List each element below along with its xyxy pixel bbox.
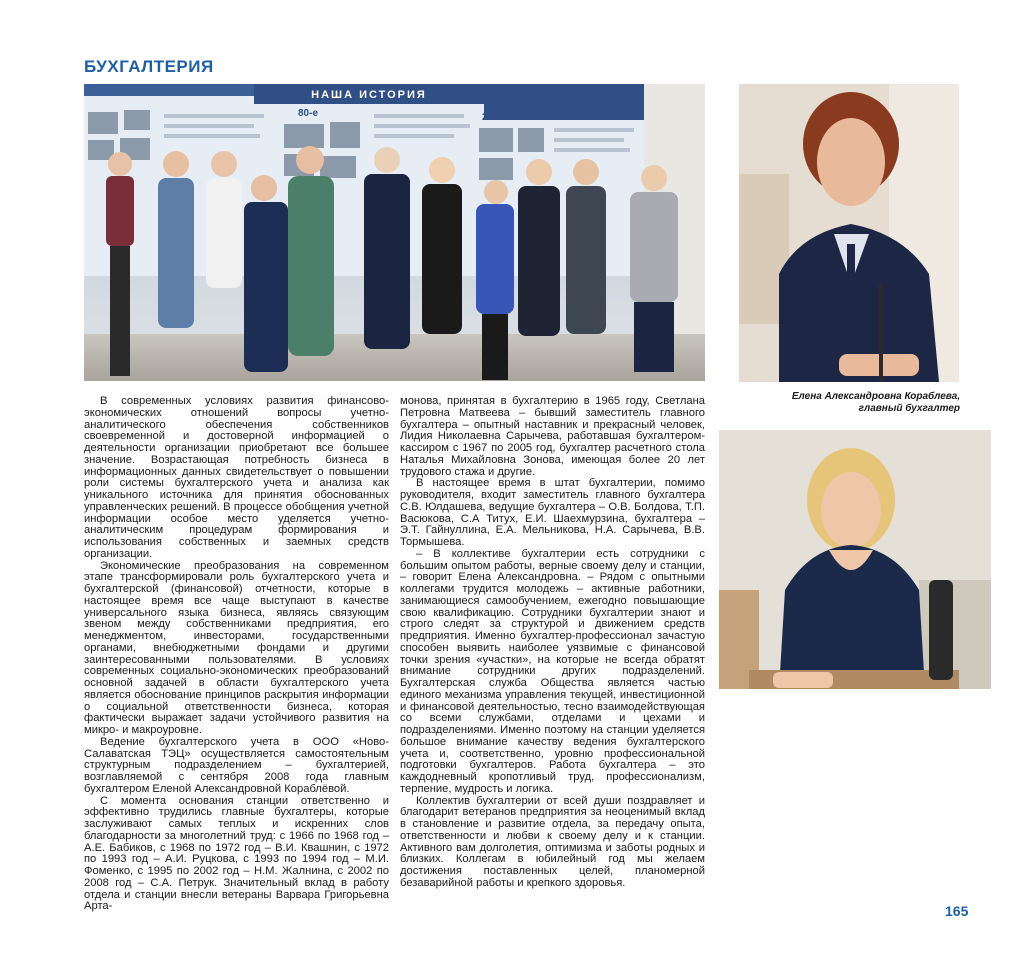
portrait-accountant [719, 430, 991, 689]
paragraph: В современных условиях развития финансово-экономических отношений вопросы учетно-аналитического обеспечения собственников своевременной и достоверной информацией о деятельности организации приобретают все большее значение. Возрастающая потребность бизнеса в информационных данных свидетельствует о повышении роли системы бухгалтерского учета и анализа как уникального источника для принятия обоснованных управленческих решений. В процессе обобщения учетной информации особое место уделяется учетно-аналитическим процедурам формирования и использования собственных и заемных средств организации. [84, 395, 389, 560]
paragraph: Коллектив бухгалтерии от всей души поздравляет и благодарит ветеранов предприятия за неоценимый вклад в становление и развитие отдела, за передачу опыта, ответственности и любви к своему делу и к станции. Активного вам долголетия, оптимизма и заботы родных и близких. Коллегам в юбилейный год мы желаем достижения поставленных целей, планомерной безаварийной работы и крепкого здоровья. [400, 794, 705, 889]
decade-label-80: 80-е [298, 108, 319, 119]
caption-title: главный бухгалтер [858, 403, 960, 414]
section-heading: БУХГАЛТЕРИЯ [84, 57, 214, 76]
board-title: НАША ИСТОРИЯ [311, 89, 427, 101]
decade-label-2000: 2000-е [482, 112, 514, 123]
portrait-caption [740, 391, 960, 415]
page-number: 165 [945, 903, 969, 919]
paragraph: монова, принятая в бухгалтерию в 1965 году, Светлана Петровна Матвеева – бывший заместитель главного бухгалтера – опытный наставник и прекрасный человек, Лидия Николаевна Сарычева, работавшая бухгалтером-кассиром с 1967 по 2005 год, бухгалтер расчетного стола Наталья Михайловна Зонова, имеющая более 20 лет трудового стажа и другие. [400, 395, 705, 478]
paragraph: Экономические преобразования на современном этапе трансформировали роль бухгалтерского учета и бухгалтерской (финансовой) отчетности, которые в настоящее время все чаще выступают в качестве универсального языка бизнеса, являясь связующим звеном между собственниками предприятия, его менеджментом, инвесторами, государственными органами, внебюджетными фондами и другими заинтересованными пользователями. В условиях современных социально-экономических преобразований основной задачей в области бухгалтерского учета является обоснование принципов раскрытия информации о социальной ответственности бизнеса, которая фактически выражает задачи устойчивого развития на микро- и макроуровне. [84, 559, 389, 736]
paragraph: Ведение бухгалтерского учета в ООО «Ново-Салаватская ТЭЦ» осуществляется самостоятельным структурным подразделением – бухгалтерией, возглавляемой с сентября 2008 года главным бухгалтером Еленой Александровной Кораблёвой. [84, 735, 389, 795]
group-photo [84, 84, 705, 381]
paragraph: – В коллективе бухгалтерии есть сотрудники с большим опытом работы, верные своему делу и станции, – говорит Елена Александровна. – Рядом с опытными коллегами трудится молодежь – активные работники, занимающиеся самообучением, ежегодно повышающие свою квалификацию. Сотрудники бухгалтерии знают и строго следят за структурой и движением средств предприятия. Именно бухгалтер-профессионал зачастую способен выявить наиболее уязвимые с финансовой точки зрения «участки», на которые не всегда обратят внимание сотрудники других подразделений. Бухгалтерская служба Общества является частью единого механизма управления текущей, инвестиционной и финансовой деятельностью, тесно взаимодействующая со всеми службами, отделами и цехами и подразделениями. Именно поэтому на станции уделяется большое внимание качеству ведения бухгалтерского учета и, соответственно, уровню профессиональной подготовки бухгалтеров. Работа бухгалтера – это каждодневный кропотливый труд, профессионализм, терпение, мудрость и логика. [400, 547, 705, 795]
caption-name: Елена Александровна Кораблева, [791, 391, 960, 402]
paragraph: С момента основания станции ответственно и эффективно трудились главные бухгалтеры, которые заслуживают самых теплых и искренних слов благодарности за многолетний труд: с 1966 по 1968 год – А.Е. Бабиков, с 1968 по 1972 год – В.И. Квашнин, с 1972 по 1993 год – А.И. Руцкова, с 1993 по 1994 год – М.И. Фоменко, с 1995 по 2002 год – Н.М. Жалнина, с 2002 по 2008 год – С.А. Петрук. Значительный вклад в работу отдела и станции внесли ветераны Варвара Григорьевна Арта- [84, 794, 389, 913]
portrait-chief-accountant [739, 84, 959, 382]
paragraph: В настоящее время в штат бухгалтерии, помимо руководителя, входит заместитель главного бухгалтера С.В. Юлдашева, ведущие бухгалтера – О.В. Болдова, Т.П. Васюкова, С.А Титух, Е.И. Шаехмурзина, бухгалтера – Э.Т. Гайнуллина, Е.А. Мельникова, Н.А. Сарычева, В.В. Тормышева. [400, 477, 705, 548]
article-column-left [84, 396, 389, 913]
article-column-right [400, 396, 705, 890]
